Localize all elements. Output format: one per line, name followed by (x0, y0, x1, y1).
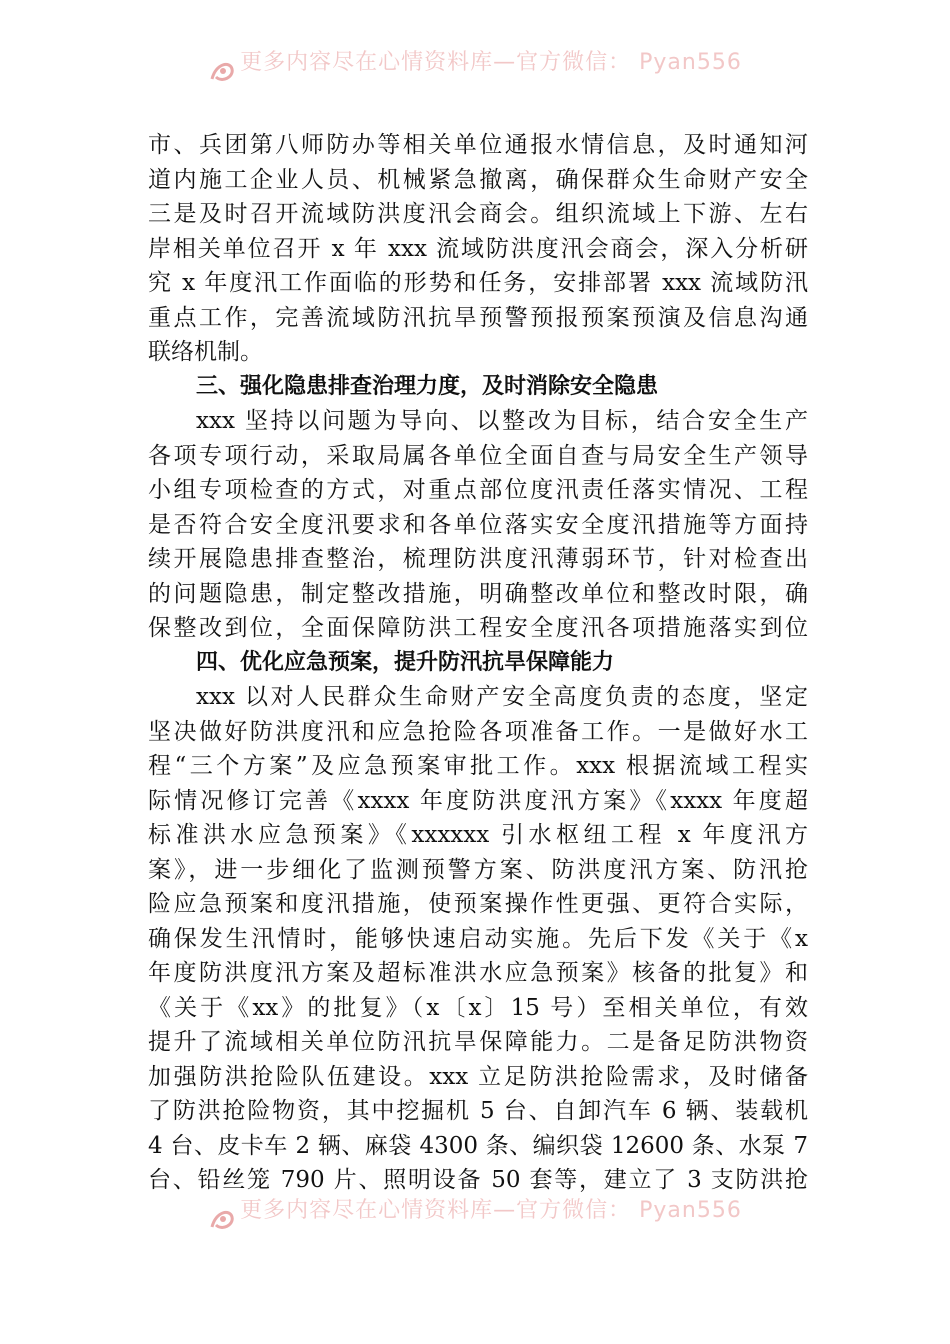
text-line: 程“三个方案”及应急预案审批工作。xxx 根据流域工程实 (148, 753, 808, 779)
text-line: 年度防洪度汛方案及超标准洪水应急预案》核备的批复》和 (148, 960, 808, 986)
text-line: 岸相关单位召开 x 年 xxx 流域防洪度汛会商会，深入分析研 (148, 235, 808, 262)
text-line: 加强防洪抢险队伍建设。xxx 立足防洪抢险需求，及时储备 (148, 1063, 808, 1090)
text-line: 续开展隐患排查整治，梳理防洪度汛薄弱环节，针对检查出 (148, 546, 808, 572)
text-line: 案》，进一步细化了监测预警方案、防洪度汛方案、防汛抢 (148, 856, 808, 883)
text-line: 台、铅丝笼 790 片、照明设备 50 套等，建立了 3 支防洪抢 (148, 1167, 808, 1193)
text-line: 道内施工企业人员、机械紧急撤离，确保群众生命财产安全 (148, 166, 808, 193)
text-line: 提升了流域相关单位防汛抗旱保障能力。二是备足防洪物资 (148, 1029, 808, 1055)
text-line: 小组专项检查的方式，对重点部位度汛责任落实情况、工程 (148, 477, 808, 503)
text-line: 各项专项行动，采取局属各单位全面自查与局安全生产领导 (148, 442, 808, 469)
text-line: 际情况修订完善《xxxx 年度防洪度汛方案》《xxxx 年度超 (148, 787, 808, 814)
text-line: 三是及时召开流域防洪度汛会商会。组织流域上下游、左右 (148, 201, 808, 227)
watermark-footer (0, 1197, 950, 1240)
text-line: 标准洪水应急预案》《xxxxxx 引水枢纽工程 x 年度汛方 (148, 822, 808, 848)
text-line: 确保发生汛情时，能够快速启动实施。先后下发《关于《x (148, 925, 808, 952)
text-line: 4 台、皮卡车 2 辆、麻袋 4300 条、编织袋 12600 条、水泵 7 (148, 1132, 808, 1159)
text-line: 《关于《xx》的批复》（x〔x〕15 号）至相关单位，有效 (148, 994, 808, 1021)
text-line: 了防洪抢险物资，其中挖掘机 5 台、自卸汽车 6 辆、装载机 (148, 1098, 808, 1124)
watermark-logo-icon (208, 59, 236, 85)
text-line: 重点工作，完善流域防汛抗旱预警预报预案预演及信息沟通 (148, 304, 808, 331)
section-heading-3: 三、强化隐患排查治理力度，及时消除安全隐患 (196, 373, 659, 399)
document-body (148, 128, 808, 1198)
text-line: 坚决做好防洪度汛和应急抢险各项准备工作。一是做好水工 (148, 718, 808, 745)
watermark-text: 更多内容尽在心情资料库—官方微信： Pyan556 (240, 49, 742, 75)
paragraph-1 (148, 128, 808, 370)
text-line: 联络机制。 (148, 339, 263, 365)
text-line: 保整改到位，全面保障防洪工程安全度汛各项措施落实到位 (148, 615, 808, 641)
paragraph-3 (148, 680, 808, 1198)
section-heading-4: 四、优化应急预案，提升防汛抗旱保障能力 (196, 649, 615, 675)
watermark-logo-icon (208, 1207, 236, 1233)
text-line: 险应急预案和度汛措施，使预案操作性更强、更符合实际， (148, 891, 808, 917)
watermark-text: 更多内容尽在心情资料库—官方微信： Pyan556 (240, 1197, 742, 1223)
text-line: 的问题隐患，制定整改措施，明确整改单位和整改时限，确 (148, 580, 808, 607)
paragraph-2 (148, 404, 808, 646)
text-line: 市、兵团第八师防办等相关单位通报水情信息，及时通知河 (148, 132, 808, 158)
text-line: 是否符合安全度汛要求和各单位落实安全度汛措施等方面持 (148, 511, 808, 538)
watermark-header (0, 49, 950, 92)
text-line: xxx 以对人民群众生命财产安全高度负责的态度，坚定 (196, 684, 808, 710)
text-line: xxx 坚持以问题为导向、以整改为目标，结合安全生产 (196, 408, 808, 434)
text-line: 究 x 年度汛工作面临的形势和任务，安排部署 xxx 流域防汛 (148, 270, 808, 296)
